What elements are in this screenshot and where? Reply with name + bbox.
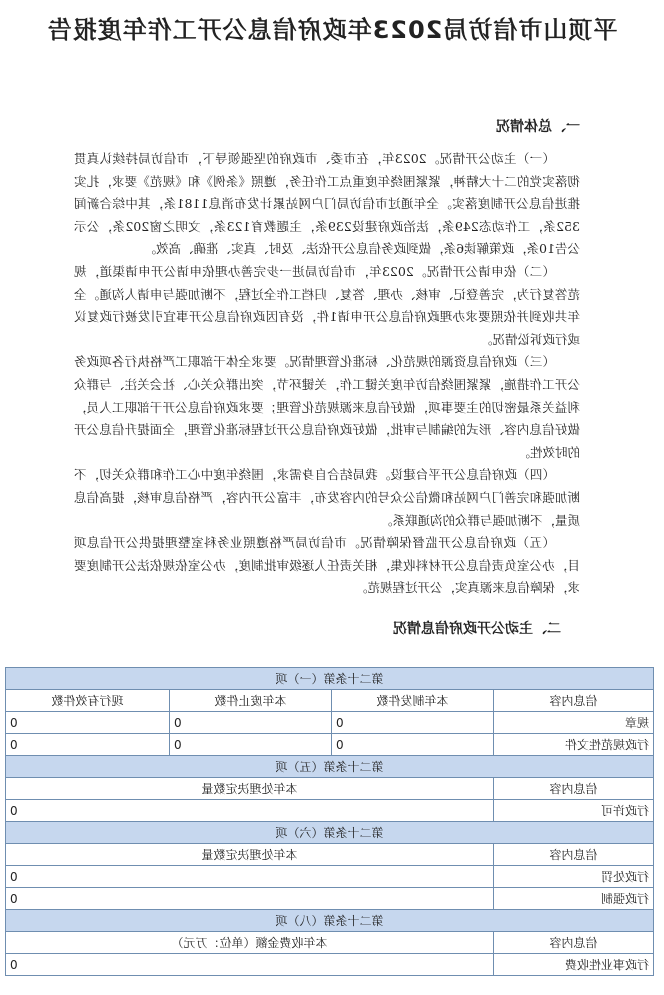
table-row (5, 668, 653, 690)
table-cell-value: 0 (332, 734, 494, 756)
table-row-label: 规章 (494, 712, 654, 734)
table-cell-value: 0 (170, 712, 332, 734)
table-row (5, 822, 653, 844)
table-row (5, 778, 653, 800)
table-cell-value: 0 (170, 734, 332, 756)
article-8-title: 第二十条第（八）项 (5, 910, 653, 932)
disclosure-table (5, 667, 654, 976)
table-row-label: 行政强制 (494, 888, 654, 910)
table-cell-value: 0 (332, 712, 494, 734)
table-row-label: 行政处罚 (494, 866, 654, 888)
table-row (5, 690, 653, 712)
table-header-cell: 信息内容 (494, 778, 654, 800)
overview-body (74, 148, 580, 600)
table-row (5, 734, 653, 756)
table-row (5, 954, 653, 976)
table-cell-value: 0 (5, 734, 169, 756)
table-row (5, 932, 653, 954)
table-cell-value: 0 (5, 954, 493, 976)
table-row (5, 756, 653, 778)
report-title: 平顶山市信访局2023年政府信息公开工作年度报告 (46, 16, 618, 44)
table-header-cell: 信息内容 (494, 690, 654, 712)
article-6-title: 第二十条第（六）项 (5, 822, 653, 844)
table-header-cell: 本年制发件数 (332, 690, 494, 712)
paragraph-request-disclosure: （二）依申请公开情况。2023年，市信访局进一步完善办理依申请公开申请渠道，规范答复行为，完善登记、审核、办理、答复、归档工作全过程，不断加强与申请人沟通。全年共收到并依照要求办理政府信息公开申请1件，没有因政府信息公开事宜引发被行政复议或行政诉讼情况。 (74, 263, 580, 347)
table-cell-value: 0 (5, 866, 493, 888)
section-heading-active-disclosure: 二、主动公开政府信息情况 (393, 621, 561, 637)
paragraph-active-disclosure: （一）主动公开情况。2023年，在市委、市政府的坚强领导下，市信访局持续认真贯彻落实党的二十大精神，紧紧围绕年度重点工作任务，遵照《条例》和《规范》要求，扎实推进信息公开制度落实。全年通过市信访局门户网站累计发布消息1181条，其中综合新闻352条，工作动态249条，法治政府建设239条，主题教育123条，文明之窗202条，公示公告10条，政策解读6条，做到政务信息公开依法、及时、真实、准确、高效。 (74, 151, 580, 257)
paragraph-resource-management: （三）政府信息资源的规范化、标准化管理情况。要求全体干部职工严格执行各项政务公开工作措施，紧紧围绕信访年度关键工作，关键环节，突出群众关心、社会关注、与群众利益关系最密切的主要事项，做好信息来源规范化管理；要求政府信息公开干部职工人员，做好信息内容、形式的编制与审批，做好政府信息公开过程标准化管理，全面提升信息公开的时效性。 (74, 354, 580, 460)
table-cell-value: 0 (5, 888, 493, 910)
table-header-cell: 信息内容 (494, 844, 654, 866)
article-5-title: 第二十条第（五）项 (5, 756, 653, 778)
table-header-cell: 现行有效件数 (5, 690, 169, 712)
table-header-cell: 信息内容 (494, 932, 654, 954)
table-header-cell: 本年收费金额（单位：万元） (5, 932, 493, 954)
table-row-label: 行政规范性文件 (494, 734, 654, 756)
table-cell-value: 0 (5, 712, 169, 734)
paragraph-supervision: （五）政府信息公开监督保障情况。市信访局严格遵照业务科室整理提供公开信息项目，办公室负责信息公开材料收集，相关责任人逐级审批制度，办公室依规依法公开制度要求，保障信息来源真实，公开过程规范。 (74, 535, 580, 596)
table-header-cell: 本年废止件数 (170, 690, 332, 712)
section-heading-overview: 一、总体情况 (496, 119, 580, 135)
disclosure-table-wrap (6, 667, 654, 976)
table-row-label: 行政事业性收费 (494, 954, 654, 976)
article-1-title: 第二十条第（一）项 (5, 668, 653, 690)
table-row (5, 888, 653, 910)
table-header-cell: 本年处理决定数量 (5, 844, 493, 866)
table-row (5, 800, 653, 822)
table-row (5, 712, 653, 734)
table-header-cell: 本年处理决定数量 (5, 778, 493, 800)
table-row (5, 866, 653, 888)
table-row-label: 行政许可 (494, 800, 654, 822)
table-cell-value: 0 (5, 800, 493, 822)
paragraph-platform-construction: （四）政府信息公开平台建设。我局结合自身需求，围绕年度中心工作和群众关切，不断加强和完善门户网站和微信公众号的内容发布，丰富公开内容，严格信息审核，提高信息质量，不断加强与群众的沟通联系。 (74, 467, 580, 528)
table-row (5, 910, 653, 932)
table-row (5, 844, 653, 866)
